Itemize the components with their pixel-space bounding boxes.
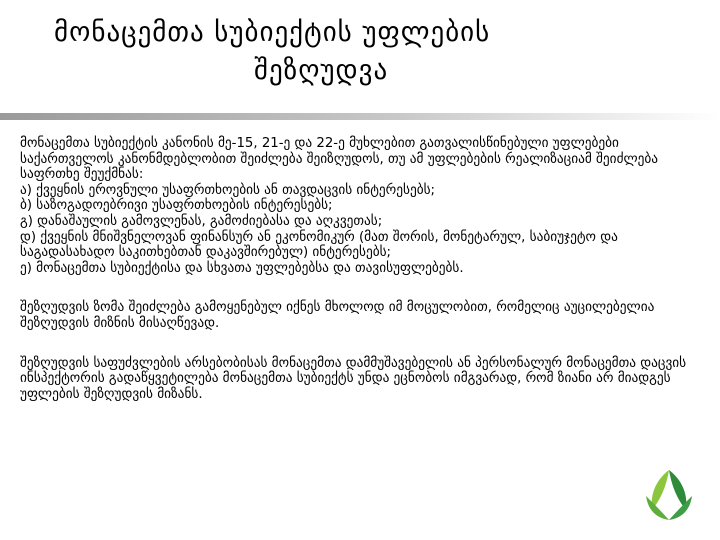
restriction-scope-paragraph: შეზღუდვის ზომა შეიძლება გამოყენებულ იქნეს მხოლოდ იმ მოცულობით, რომელიც აუცილებელია შეზღუდვის მიზნის მისაღწევად. xyxy=(20,300,655,331)
list-item-g: გ) დანაშაულის გამოვლენას, გამოძიებასა და აღკვეთას; xyxy=(20,213,383,229)
intro-paragraph: მონაცემთა სუბიექტის კანონის მე-15, 21-ე და 22-ე მუხლებით გათვალისწინებული უფლებები საქართველოს კანონმდებლობით შეიძლება შეიზღუდოს, თუ ამ უფლებების რეალიზაციამ შეიძლება საფრთხე შეუქმნას: xyxy=(20,136,659,183)
title-line-2: შეზღუდვა xyxy=(254,55,389,86)
paragraph-spacer xyxy=(20,332,705,356)
inspector-logo-icon xyxy=(638,466,700,536)
body-text xyxy=(20,136,705,402)
list-item-b: ბ) საზოგადოებრივი უსაფრთხოების ინტერესებს; xyxy=(20,198,333,214)
list-item-a: ა) ქვეყნის ეროვნული უსაფრთხოების ან თავდაცვის ინტერესებს; xyxy=(20,182,436,198)
title-divider xyxy=(0,113,720,120)
page-title xyxy=(54,14,694,90)
notification-paragraph: შეზღუდვის საფუძვლების არსებობისას მონაცემთა დამმუშავებელის ან პერსონალურ მონაცემთა დაცვის ინსპექტორის გადაწყვეტილება მონაცემთა სუბიექტს უნდა ეცნობოს იმგვარად, რომ ზიანი არ მიადგეს უფლების შეზღუდვის მიზანს. xyxy=(20,355,687,402)
list-item-d: დ) ქვეყნის მნიშვნელოვან ფინანსურ ან ეკონომიკურ (მათ შორის, მონეტარულ, საბიუჯეტო და საგადასახადო საკითხებთან დაკავშირებულ) ინტერესებს; xyxy=(20,229,618,261)
paragraph-spacer xyxy=(20,276,705,300)
list-item-e: ე) მონაცემთა სუბიექტისა და სხვათა უფლებებსა და თავისუფლებებს. xyxy=(20,260,464,276)
title-line-1: მონაცემთა სუბიექტის უფლების xyxy=(54,17,491,48)
